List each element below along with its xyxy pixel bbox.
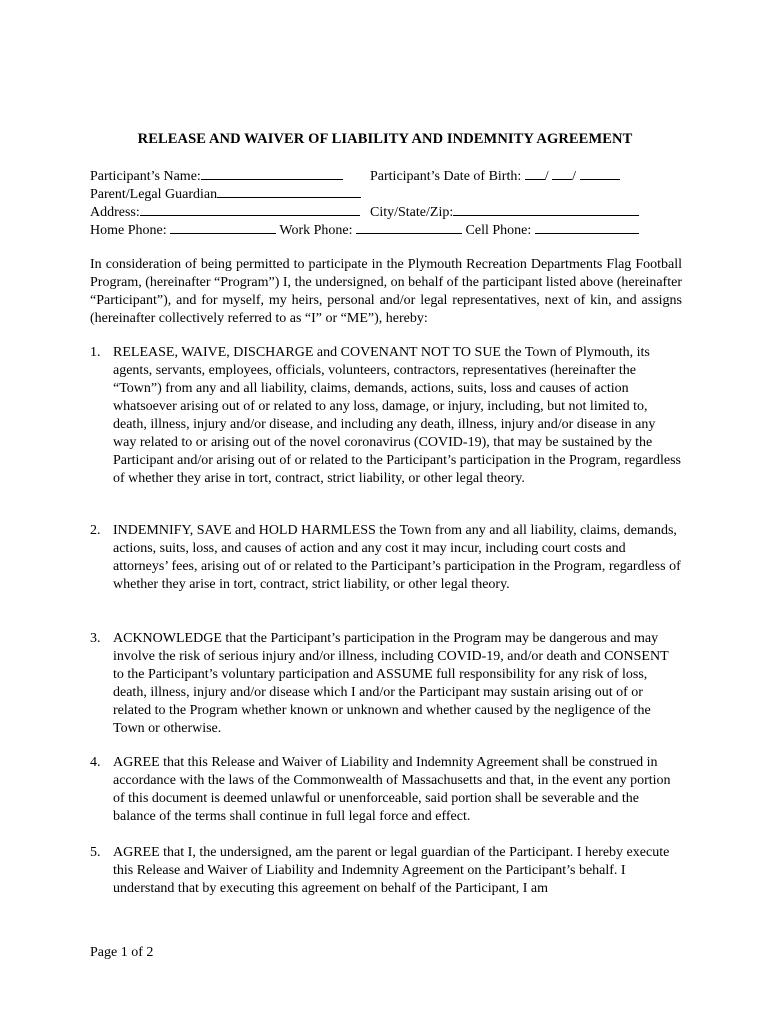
participant-name-label: Participant’s Name: — [90, 169, 201, 184]
work-phone-blank[interactable] — [356, 220, 462, 234]
item-text: INDEMNIFY, SAVE and HOLD HARMLESS the Town from any and all liability, claims, demands, actions, suits, loss, and causes of action and any cost it may incur, including court costs and attorneys’ fees, arising out of or related to the Participant’s participation in the Program, regardless of whether they arise in tort, contract, strict liability, or other legal theory. — [113, 523, 681, 592]
item-text: RELEASE, WAIVE, DISCHARGE and COVENANT NOT TO SUE the Town of Plymouth, its agents, servants, employees, officials, volunteers, contractors, representatives (hereinafter the “Town”) from any and all liability, claims, demands, actions, suits, loss and causes of action whatsoever arising out of or related to any loss, damage, or injury, including, but not limited to, death, illness, injury and/or disease, and including any death, illness, injury and/or disease in any way related to or arising out of the novel coronavirus (COVID-19), that may be sustained by the Participant and/or arising out of or related to the Participant’s participation in the Program, regardless of whether they arise in tort, contract, strict liability, or other legal theory. — [113, 345, 682, 486]
home-phone-label: Home Phone: — [90, 223, 167, 238]
field-row-address — [90, 202, 690, 220]
field-row-guardian — [90, 184, 690, 202]
item-number: 4. — [90, 755, 101, 770]
participant-info-fields — [90, 166, 690, 238]
guardian-label: Parent/Legal Guardian — [90, 187, 218, 202]
field-row-name — [90, 166, 690, 184]
page-number: Page 1 of 2 — [90, 945, 154, 960]
intro-paragraph: In consideration of being permitted to participate in the Plymouth Recreation Departments Flag Football Program, (hereinafter “Program”) I, the undersigned, on behalf of the participant listed above (hereinafter “Participant”), and for myself, my heirs, personal and/or legal representatives, next of kin, and assigns (hereinafter collectively referred to as “I” or “ME”), hereby: — [90, 257, 682, 326]
item-number: 3. — [90, 631, 101, 646]
list-item — [90, 522, 682, 594]
guardian-blank[interactable] — [217, 184, 361, 198]
participant-name-blank[interactable] — [201, 166, 343, 180]
item-number: 2. — [90, 523, 101, 538]
cell-phone-blank[interactable] — [535, 220, 639, 234]
dob-separator-1: / — [544, 169, 549, 184]
item-text: AGREE that I, the undersigned, am the parent or legal guardian of the Participant. I hereby execute this Release and Waiver of Liability and Indemnity Agreement on the Participant’s behalf. I understand that by executing this agreement on behalf of the Participant, I am — [113, 845, 670, 896]
list-item — [90, 844, 682, 898]
city-group — [370, 202, 639, 222]
dob-day-blank[interactable] — [552, 166, 572, 180]
item-text: AGREE that this Release and Waiver of Liability and Indemnity Agreement shall be construed in accordance with the laws of the Commonwealth of Massachusetts and that, in the event any portion of this document is deemed unlawful or unenforceable, said portion shall be severable and the balance of the terms shall continue in full legal force and effect. — [113, 755, 671, 824]
dob-separator-2: / — [572, 169, 577, 184]
list-item — [90, 630, 682, 738]
city-blank[interactable] — [453, 202, 639, 216]
list-item — [90, 344, 682, 488]
home-phone-blank[interactable] — [170, 220, 276, 234]
work-phone-label: Work Phone: — [279, 223, 353, 238]
dob-year-blank[interactable] — [580, 166, 620, 180]
dob-label: Participant’s Date of Birth: — [370, 169, 522, 184]
dob-group — [370, 166, 620, 186]
field-row-phones — [90, 220, 690, 238]
address-label: Address: — [90, 205, 140, 220]
item-number: 1. — [90, 345, 101, 360]
address-blank[interactable] — [140, 202, 360, 216]
document-title: RELEASE AND WAIVER OF LIABILITY AND INDEMNITY AGREEMENT — [137, 131, 633, 147]
dob-month-blank[interactable] — [525, 166, 545, 180]
item-number: 5. — [90, 845, 101, 860]
city-label: City/State/Zip: — [370, 205, 454, 220]
cell-phone-label: Cell Phone: — [465, 223, 532, 238]
item-text: ACKNOWLEDGE that the Participant’s participation in the Program may be dangerous and may involve the risk of serious injury and/or illness, including COVID-19, and/or death and CONSENT to the Participant’s voluntary participation and ASSUME full responsibility for any risk of loss, death, illness, injury and/or disease which I and/or the Participant may sustain arising out of or related to the Program whether known or unknown and whether caused by the negligence of the Town or otherwise. — [113, 631, 669, 736]
list-item — [90, 754, 682, 826]
